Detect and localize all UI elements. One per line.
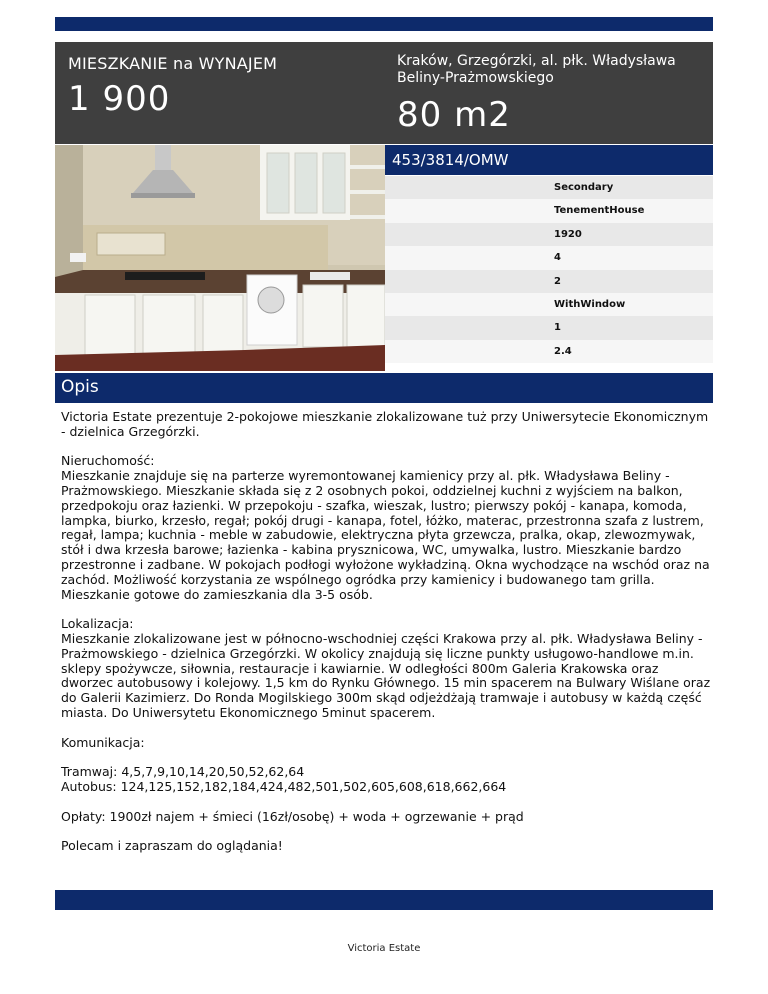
attribute-value: WithWindow (554, 298, 626, 310)
section-title: Opis (61, 377, 99, 397)
listing-address: Kraków, Grzegórzki, al. płk. Władysława Beliny-Prażmowskiego (397, 53, 676, 86)
description-paragraph: Tramwaj: 4,5,7,9,10,14,20,50,52,62,64 Autobus: 124,125,152,182,184,424,482,501,502,605,608,618,662,664 (61, 764, 507, 794)
attribute-value: Secondary (554, 182, 614, 193)
attribute-value: 4 (554, 252, 561, 264)
attribute-table (385, 176, 713, 363)
attribute-value: 1 (554, 322, 561, 334)
attribute-row (385, 199, 713, 222)
listing-area: 80 m2 (397, 95, 511, 135)
header-left (68, 54, 383, 119)
attribute-row (385, 176, 713, 199)
attribute-value: 2.4 (554, 345, 572, 357)
attribute-value: TenementHouse (554, 205, 645, 217)
attribute-value: 1920 (554, 228, 582, 240)
description-paragraph: Lokalizacja: Mieszkanie zlokalizowane jest w północno-wschodniej części Krakowa przy al. płk. Władysława Beliny - Prażmowskiego - dzielnica Grzegórzki. W okolicy znajdują się liczne punkty usługowo-handlowe m.in. sklepy spożywcze, siłownia, restauracje i kawiarnie. W odległości 800m Galeria Krakowska oraz dworzec autobusowy i kolejowy. 1,5 km do Rynku Głównego. 15 min spacerem na Bulwary Wiślane oraz do Galerii Kazimierz. Do Ronda Mogilskiego 300m skąd odjeżdżają tramwaje i autobusy w każdą część miasta. Do Uniwersytetu Ekonomicznego 5minut spacerem. (61, 616, 711, 720)
reference-number: 453/3814/OMW (392, 151, 509, 169)
description-paragraph: Komunikacja: (61, 734, 145, 750)
listing-header (55, 42, 713, 144)
kitchen-photo (55, 145, 385, 371)
listing-type: MIESZKANIE na WYNAJEM (68, 54, 278, 73)
attribute-row (385, 223, 713, 246)
description-paragraph: Polecam i zapraszam do oglądania! (61, 838, 283, 854)
description-paragraph: Nieruchomość: Mieszkanie znajduje się na parterze wyremontowanej kamienicy przy al. płk. Władysława Beliny - Prażmowskiego. Mieszkanie składa się z 2 osobnych pokoi, oddzielnej kuchni z wyjściem na balkon, przedpokoju oraz łazienki. W przepokoju - szafka, wieszak, lustro; pierwszy pokój - kanapa, komoda, lampka, biurko, krzesło, regał; pokój drugi - kanapa, fotel, łóżko, materac, przestronna szafa z lustrem, regał, lampa; kuchnia - meble w zabudowie, elektryczna płyta grzewcza, pralka, okap, zlewozmywak, stół i dwa krzesła barowe; łazienka - kabina prysznicowa, WC, umywalka, lustro. Mieszkanie bardzo przestronne i zadbane. W pokojach podłogi wyłożone wykładziną. Okna wychodzące na wschód oraz na zachód. Możliwość korzystania ze wspólnego ogródka przy kamienicy i budowanego tam grilla. Mieszkanie gotowe do zamieszkania dla 3-5 osób. (61, 453, 710, 602)
attribute-row (385, 270, 713, 293)
top-accent-bar (55, 17, 713, 31)
reference-bar (385, 145, 713, 175)
listing-price: 1 900 (68, 79, 171, 119)
footer-company: Victoria Estate (347, 943, 421, 954)
header-right (397, 53, 707, 135)
description-paragraph: Victoria Estate prezentuje 2-pokojowe mieszkanie zlokalizowane tuż przy Uniwersytecie Ekonomicznym - dzielnica Grzegórzki. (61, 409, 709, 439)
description-paragraph: Opłaty: 1900zł najem + śmieci (16zł/osobę) + woda + ogrzewanie + prąd (61, 808, 524, 824)
attribute-row (385, 340, 713, 363)
description-body (61, 410, 711, 869)
bottom-accent-bar (55, 890, 713, 910)
description-section-bar (55, 373, 713, 403)
attribute-row (385, 316, 713, 339)
attribute-value: 2 (554, 275, 561, 287)
attribute-row (385, 246, 713, 269)
attribute-row (385, 293, 713, 316)
